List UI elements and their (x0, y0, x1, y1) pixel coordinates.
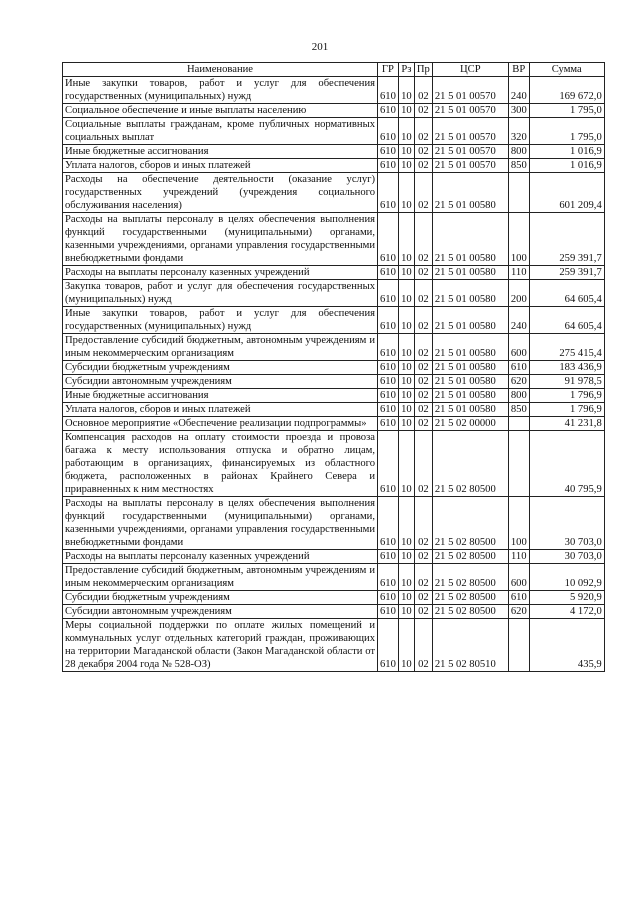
row-pr: 02 (414, 375, 432, 389)
row-name: Уплата налогов, сборов и иных платежей (63, 159, 378, 173)
row-sum: 275 415,4 (529, 334, 604, 361)
row-csr: 21 5 01 00580 (432, 361, 508, 375)
row-gr: 610 (378, 550, 399, 564)
row-gr: 610 (378, 173, 399, 213)
row-rz: 10 (398, 375, 414, 389)
row-csr: 21 5 01 00570 (432, 104, 508, 118)
row-sum: 41 231,8 (529, 417, 604, 431)
row-vr: 620 (508, 605, 529, 619)
page-number: 201 (311, 41, 329, 53)
row-csr: 21 5 01 00580 (432, 403, 508, 417)
table-row (63, 605, 605, 619)
row-vr: 610 (508, 591, 529, 605)
row-csr: 21 5 01 00580 (432, 280, 508, 307)
row-sum: 259 391,7 (529, 213, 604, 266)
row-csr: 21 5 01 00580 (432, 266, 508, 280)
row-name: Меры социальной поддержки по оплате жилых помещений и коммунальных услуг отдельных категорий граждан, проживающих на территории Магаданской области (Закон Магаданской области от 28 декабря 2004 года № 528-ОЗ) (63, 619, 378, 672)
row-rz: 10 (398, 334, 414, 361)
table-row (63, 334, 605, 361)
table-header-row (63, 63, 605, 77)
row-vr: 110 (508, 266, 529, 280)
row-csr: 21 5 01 00580 (432, 307, 508, 334)
row-gr: 610 (378, 118, 399, 145)
row-gr: 610 (378, 431, 399, 497)
row-vr: 110 (508, 550, 529, 564)
row-name: Расходы на выплаты персоналу в целях обеспечения выполнения функций государственными (муниципальными) органами, казенными учреждениями, органами управления государственными внебюджетными фондами (63, 497, 378, 550)
row-rz: 10 (398, 280, 414, 307)
table-row (63, 118, 605, 145)
row-vr (508, 417, 529, 431)
row-gr: 610 (378, 104, 399, 118)
row-name: Расходы на выплаты персоналу казенных учреждений (63, 550, 378, 564)
row-name: Иные закупки товаров, работ и услуг для обеспечения государственных (муниципальных) нужд (63, 77, 378, 104)
row-name: Закупка товаров, работ и услуг для обеспечения государственных (муниципальных) нужд (63, 280, 378, 307)
row-gr: 610 (378, 280, 399, 307)
row-csr: 21 5 01 00570 (432, 118, 508, 145)
row-rz: 10 (398, 564, 414, 591)
row-gr: 610 (378, 361, 399, 375)
header-name: Наименование (63, 63, 378, 77)
row-vr: 100 (508, 497, 529, 550)
row-pr: 02 (414, 173, 432, 213)
table-row (63, 497, 605, 550)
row-sum: 1 795,0 (529, 104, 604, 118)
row-vr: 620 (508, 375, 529, 389)
table-row (63, 159, 605, 173)
table-row (63, 619, 605, 672)
row-csr: 21 5 02 80510 (432, 619, 508, 672)
row-sum: 40 795,9 (529, 431, 604, 497)
row-csr: 21 5 01 00580 (432, 173, 508, 213)
row-name: Иные закупки товаров, работ и услуг для обеспечения государственных (муниципальных) нужд (63, 307, 378, 334)
row-rz: 10 (398, 361, 414, 375)
row-rz: 10 (398, 497, 414, 550)
row-sum: 5 920,9 (529, 591, 604, 605)
row-sum: 1 796,9 (529, 403, 604, 417)
row-pr: 02 (414, 550, 432, 564)
row-gr: 610 (378, 159, 399, 173)
row-vr: 610 (508, 361, 529, 375)
row-sum: 1 796,9 (529, 389, 604, 403)
row-name: Расходы на обеспечение деятельности (оказание услуг) государственных учреждений (учреждения социального обслуживания населения) (63, 173, 378, 213)
row-pr: 02 (414, 619, 432, 672)
row-name: Уплата налогов, сборов и иных платежей (63, 403, 378, 417)
row-gr: 610 (378, 307, 399, 334)
row-gr: 610 (378, 564, 399, 591)
row-csr: 21 5 02 00000 (432, 417, 508, 431)
row-name: Иные бюджетные ассигнования (63, 145, 378, 159)
row-csr: 21 5 02 80500 (432, 550, 508, 564)
row-name: Субсидии бюджетным учреждениям (63, 591, 378, 605)
row-csr: 21 5 02 80500 (432, 605, 508, 619)
header-csr: ЦСР (432, 63, 508, 77)
row-rz: 10 (398, 307, 414, 334)
row-sum: 30 703,0 (529, 497, 604, 550)
row-name: Расходы на выплаты персоналу казенных учреждений (63, 266, 378, 280)
table-row (63, 77, 605, 104)
row-rz: 10 (398, 266, 414, 280)
row-gr: 610 (378, 375, 399, 389)
row-pr: 02 (414, 213, 432, 266)
row-vr (508, 619, 529, 672)
row-vr (508, 173, 529, 213)
row-name: Основное мероприятие «Обеспечение реализации подпрограммы» (63, 417, 378, 431)
row-pr: 02 (414, 591, 432, 605)
row-gr: 610 (378, 497, 399, 550)
row-name: Социальное обеспечение и иные выплаты населению (63, 104, 378, 118)
row-gr: 610 (378, 605, 399, 619)
header-vr: ВР (508, 63, 529, 77)
row-csr: 21 5 01 00570 (432, 77, 508, 104)
row-name: Предоставление субсидий бюджетным, автономным учреждениям и иным некоммерческим организациям (63, 334, 378, 361)
header-sum: Сумма (529, 63, 604, 77)
row-sum: 30 703,0 (529, 550, 604, 564)
row-name: Предоставление субсидий бюджетным, автономным учреждениям и иным некоммерческим организациям (63, 564, 378, 591)
table-row (63, 213, 605, 266)
row-csr: 21 5 01 00580 (432, 389, 508, 403)
table-row (63, 104, 605, 118)
header-pr: Пр (414, 63, 432, 77)
row-gr: 610 (378, 77, 399, 104)
row-pr: 02 (414, 605, 432, 619)
row-csr: 21 5 02 80500 (432, 497, 508, 550)
row-sum: 183 436,9 (529, 361, 604, 375)
row-rz: 10 (398, 104, 414, 118)
row-vr: 600 (508, 334, 529, 361)
row-vr: 200 (508, 280, 529, 307)
row-sum: 169 672,0 (529, 77, 604, 104)
row-rz: 10 (398, 389, 414, 403)
row-rz: 10 (398, 431, 414, 497)
row-vr: 100 (508, 213, 529, 266)
row-vr: 320 (508, 118, 529, 145)
row-csr: 21 5 01 00570 (432, 159, 508, 173)
row-rz: 10 (398, 550, 414, 564)
row-csr: 21 5 02 80500 (432, 591, 508, 605)
row-pr: 02 (414, 361, 432, 375)
row-vr (508, 431, 529, 497)
row-rz: 10 (398, 605, 414, 619)
row-name: Компенсация расходов на оплату стоимости проезда и провоза багажа к месту использования отпуска и обратно лицам, работающим в организациях, финансируемых из областного бюджета, расположенных в районах Крайнего Севера и приравненных к ним местностях (63, 431, 378, 497)
row-vr: 600 (508, 564, 529, 591)
row-rz: 10 (398, 118, 414, 145)
table-row (63, 280, 605, 307)
row-rz: 10 (398, 213, 414, 266)
row-name: Иные бюджетные ассигнования (63, 389, 378, 403)
row-csr: 21 5 01 00580 (432, 375, 508, 389)
row-pr: 02 (414, 118, 432, 145)
row-rz: 10 (398, 173, 414, 213)
row-sum: 91 978,5 (529, 375, 604, 389)
header-rz: Рз (398, 63, 414, 77)
table-row (63, 431, 605, 497)
row-gr: 610 (378, 145, 399, 159)
row-pr: 02 (414, 280, 432, 307)
table-row (63, 173, 605, 213)
table-row (63, 417, 605, 431)
row-pr: 02 (414, 389, 432, 403)
row-pr: 02 (414, 564, 432, 591)
row-gr: 610 (378, 334, 399, 361)
row-vr: 300 (508, 104, 529, 118)
row-pr: 02 (414, 159, 432, 173)
row-name: Расходы на выплаты персоналу в целях обеспечения выполнения функций государственными (муниципальными) органами, казенными учреждениями, органами управления государственными внебюджетными фондами (63, 213, 378, 266)
row-pr: 02 (414, 307, 432, 334)
table-row (63, 361, 605, 375)
row-gr: 610 (378, 619, 399, 672)
row-sum: 4 172,0 (529, 605, 604, 619)
row-pr: 02 (414, 145, 432, 159)
row-sum: 1 016,9 (529, 145, 604, 159)
table-row (63, 564, 605, 591)
row-sum: 1 795,0 (529, 118, 604, 145)
row-rz: 10 (398, 77, 414, 104)
row-name: Субсидии автономным учреждениям (63, 375, 378, 389)
budget-table (62, 62, 605, 672)
row-rz: 10 (398, 591, 414, 605)
table-row (63, 591, 605, 605)
row-csr: 21 5 01 00580 (432, 213, 508, 266)
row-pr: 02 (414, 104, 432, 118)
row-vr: 800 (508, 145, 529, 159)
row-sum: 601 209,4 (529, 173, 604, 213)
row-pr: 02 (414, 77, 432, 104)
row-pr: 02 (414, 431, 432, 497)
header-gr: ГР (378, 63, 399, 77)
row-gr: 610 (378, 213, 399, 266)
row-sum: 10 092,9 (529, 564, 604, 591)
row-csr: 21 5 01 00570 (432, 145, 508, 159)
table-row (63, 389, 605, 403)
row-pr: 02 (414, 497, 432, 550)
table-row (63, 145, 605, 159)
row-pr: 02 (414, 334, 432, 361)
table-row (63, 375, 605, 389)
table-row (63, 266, 605, 280)
row-rz: 10 (398, 417, 414, 431)
row-sum: 64 605,4 (529, 280, 604, 307)
row-name: Субсидии бюджетным учреждениям (63, 361, 378, 375)
row-rz: 10 (398, 619, 414, 672)
row-sum: 1 016,9 (529, 159, 604, 173)
row-name: Социальные выплаты гражданам, кроме публичных нормативных социальных выплат (63, 118, 378, 145)
row-gr: 610 (378, 389, 399, 403)
row-gr: 610 (378, 266, 399, 280)
row-csr: 21 5 02 80500 (432, 564, 508, 591)
row-vr: 800 (508, 389, 529, 403)
row-pr: 02 (414, 417, 432, 431)
row-csr: 21 5 01 00580 (432, 334, 508, 361)
row-gr: 610 (378, 403, 399, 417)
row-gr: 610 (378, 591, 399, 605)
row-pr: 02 (414, 266, 432, 280)
row-vr: 240 (508, 307, 529, 334)
row-rz: 10 (398, 159, 414, 173)
row-name: Субсидии автономным учреждениям (63, 605, 378, 619)
table-body (63, 77, 605, 672)
row-csr: 21 5 02 80500 (432, 431, 508, 497)
row-gr: 610 (378, 417, 399, 431)
row-vr: 850 (508, 403, 529, 417)
table-row (63, 550, 605, 564)
row-sum: 64 605,4 (529, 307, 604, 334)
row-sum: 435,9 (529, 619, 604, 672)
row-rz: 10 (398, 403, 414, 417)
row-vr: 240 (508, 77, 529, 104)
row-vr: 850 (508, 159, 529, 173)
row-sum: 259 391,7 (529, 266, 604, 280)
row-rz: 10 (398, 145, 414, 159)
table-row (63, 307, 605, 334)
table-row (63, 403, 605, 417)
row-pr: 02 (414, 403, 432, 417)
